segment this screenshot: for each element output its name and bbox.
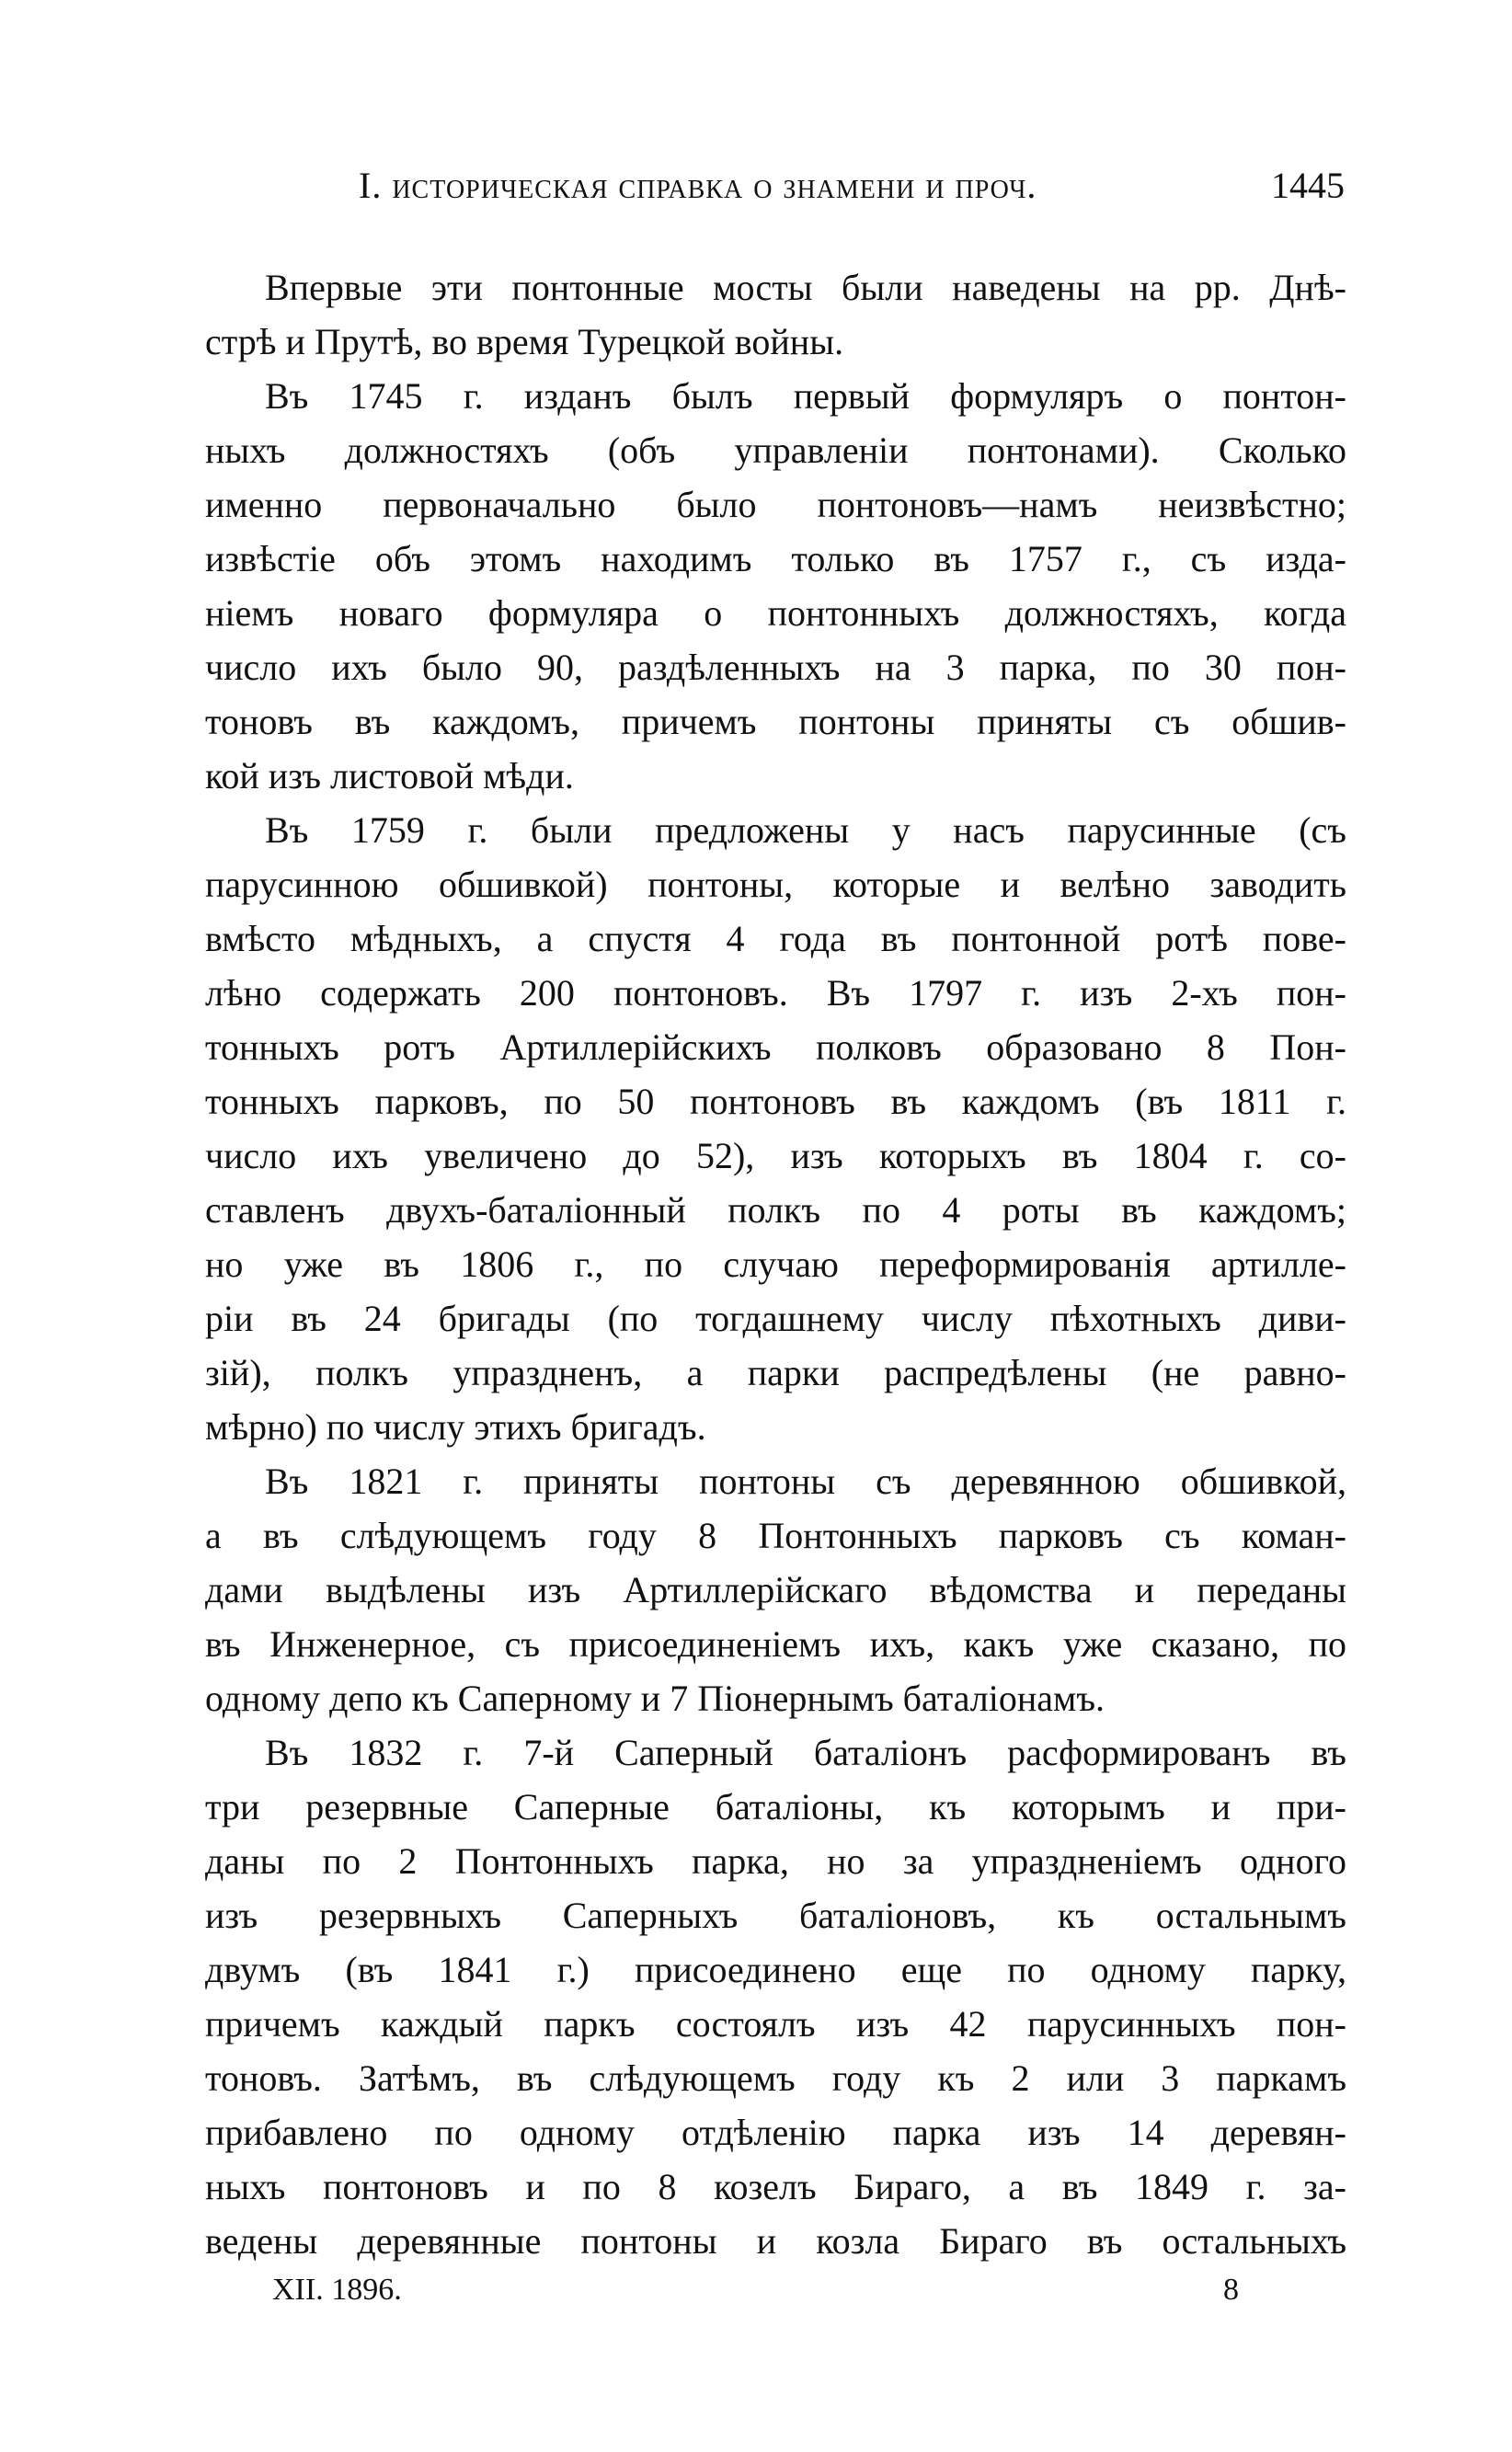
paragraph xyxy=(205,369,1346,803)
paragraph xyxy=(205,260,1346,369)
text-line: извѣстіе объ этомъ находимъ только въ 1757 г., съ изда- xyxy=(205,538,1346,579)
text-line: двумъ (въ 1841 г.) присоединено еще по одному парку, xyxy=(205,1949,1346,1990)
footer-sheet-number: 8 xyxy=(1223,2273,1239,2307)
running-header xyxy=(359,158,1345,213)
text-line: тоновъ въ каждомъ, причемъ понтоны приняты съ обшив- xyxy=(205,701,1346,742)
text-line: тонныхъ парковъ, по 50 понтоновъ въ каждомъ (въ 1811 г. xyxy=(205,1081,1346,1122)
paragraph xyxy=(205,803,1346,1454)
text-line: кой изъ листовой мѣди. xyxy=(205,755,574,796)
text-line: изъ резервныхъ Саперныхъ баталіоновъ, къ остальнымъ xyxy=(205,1895,1346,1936)
text-line: ріи въ 24 бригады (по тогдашнему числу пѣхотныхъ диви- xyxy=(205,1298,1346,1339)
text-line: лѣно содержать 200 понтоновъ. Въ 1797 г. изъ 2-хъ пон- xyxy=(205,972,1346,1014)
text-line: Въ 1832 г. 7-й Саперный баталіонъ расформированъ въ xyxy=(265,1732,1346,1773)
text-line: а въ слѣдующемъ году 8 Понтонныхъ парковъ съ коман- xyxy=(205,1515,1346,1556)
text-line: Въ 1759 г. были предложены у насъ парусинные (съ xyxy=(265,809,1346,851)
text-line: причемъ каждый паркъ состоялъ изъ 42 парусинныхъ пон- xyxy=(205,2003,1346,2045)
text-line: дами выдѣлены изъ Артиллерійскаго вѣдомства и переданы xyxy=(205,1569,1346,1610)
text-line: тоновъ. Затѣмъ, въ слѣдующемъ году къ 2 или 3 паркамъ xyxy=(205,2057,1346,2099)
text-line: зій), полкъ упраздненъ, а парки распредѣлены (не равно- xyxy=(205,1352,1346,1393)
running-title: I. историческая справка о знамени и проч. xyxy=(359,165,1037,206)
text-line: Въ 1745 г. изданъ былъ первый формуляръ о понтон- xyxy=(265,375,1346,417)
text-line: число ихъ было 90, раздѣленныхъ на 3 парка, по 30 пон- xyxy=(205,647,1346,688)
text-line: число ихъ увеличено до 52), изъ которыхъ въ 1804 г. со- xyxy=(205,1135,1346,1176)
text-line: ныхъ понтоновъ и по 8 козелъ Бираго, а въ 1849 г. за- xyxy=(205,2166,1346,2207)
text-line: парусинною обшивкой) понтоны, которые и велѣно заводить xyxy=(205,864,1346,905)
text-line: Впервые эти понтонные мосты были наведены на рр. Днѣ- xyxy=(265,267,1346,308)
text-line: вмѣсто мѣдныхъ, а спустя 4 года въ понтонной ротѣ пове- xyxy=(205,918,1346,959)
footer-signature: XII. 1896. xyxy=(272,2273,402,2307)
text-line: тонныхъ ротъ Артиллерійскихъ полковъ образовано 8 Пон- xyxy=(205,1026,1346,1068)
text-line: ведены деревянные понтоны и козла Бираго въ остальныхъ xyxy=(205,2220,1346,2262)
text-line: ніемъ новаго формуляра о понтонныхъ должностяхъ, когда xyxy=(205,592,1346,634)
text-line: даны по 2 Понтонныхъ парка, но за упраздненіемъ одного xyxy=(205,1840,1346,1882)
text-line: мѣрно) по числу этихъ бригадъ. xyxy=(205,1406,706,1448)
text-line: ныхъ должностяхъ (объ управленіи понтонами). Сколько xyxy=(205,430,1346,471)
text-line: три резервные Саперные баталіоны, къ которымъ и при- xyxy=(205,1786,1346,1828)
page-number: 1445 xyxy=(1271,165,1345,206)
text-line: именно первоначально было понтоновъ—намъ неизвѣстно; xyxy=(205,484,1346,525)
text-line: одному депо къ Саперному и 7 Піонернымъ баталіонамъ. xyxy=(205,1678,1105,1719)
text-line: но уже въ 1806 г., по случаю переформированія артилле- xyxy=(205,1243,1346,1285)
text-line: въ Инженерное, съ присоединеніемъ ихъ, какъ уже сказано, по xyxy=(205,1623,1346,1665)
paragraph xyxy=(205,1454,1346,1725)
body-text xyxy=(205,260,1346,2268)
paragraph xyxy=(205,1725,1346,2268)
text-line: прибавлено по одному отдѣленію парка изъ 14 деревян- xyxy=(205,2112,1346,2153)
text-line: стрѣ и Прутѣ, во время Турецкой войны. xyxy=(205,321,844,362)
text-line: Въ 1821 г. приняты понтоны съ деревянною обшивкой, xyxy=(265,1461,1346,1502)
text-line: ставленъ двухъ-баталіонный полкъ по 4 роты въ каждомъ; xyxy=(205,1189,1346,1231)
